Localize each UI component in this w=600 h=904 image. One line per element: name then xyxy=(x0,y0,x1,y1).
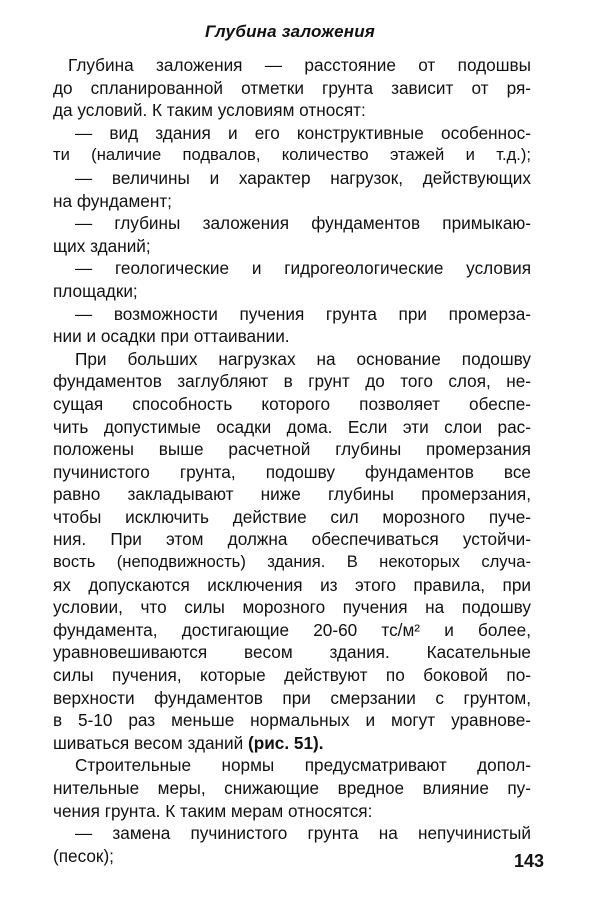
text-line: до спланированной отметки грунта зависит от ря- xyxy=(53,77,531,98)
text-fragment: шиваться весом зданий xyxy=(53,732,244,753)
text-line: ях допускаются исключения из этого правила, при xyxy=(53,574,531,595)
text-line: в 5-10 раз меньше нормальных и могут уравнове- xyxy=(53,710,531,731)
text-line: чить допустимые осадки дома. Если эти слои рас- xyxy=(53,416,531,437)
text-line: нительные меры, снижающие вредное влияние пу- xyxy=(53,778,531,798)
text-line: на фундамент; xyxy=(53,190,172,211)
text-line-with-figure-ref xyxy=(53,732,531,755)
text-line: (песок); xyxy=(53,845,114,866)
text-line: условии, что силы морозного пучения на подошву xyxy=(53,597,531,618)
figure-reference[interactable]: (рис. 51). xyxy=(248,732,324,753)
body-text xyxy=(53,54,531,867)
text-line: уравновешиваются весом здания. Касательные xyxy=(53,642,531,663)
text-line: — вид здания и его конструктивные особеннос- xyxy=(75,122,531,143)
text-line: положены выше расчетной глубины промерзания xyxy=(53,439,531,460)
text-line: — замена пучинистого грунта на непучинистый xyxy=(75,823,531,844)
text-line: нии и осадки при оттаивании. xyxy=(53,326,290,347)
page-number: 143 xyxy=(514,851,545,871)
text-line: площадки; xyxy=(53,280,138,301)
text-line: фундамента, достигающие 20-60 тс/м² и более, xyxy=(53,619,531,640)
text-line: Строительные нормы предусматривают допол- xyxy=(75,755,531,776)
text-line: ния. При этом должна обеспечиваться устойчи- xyxy=(53,529,531,550)
section-heading: Глубина заложения xyxy=(204,22,376,41)
text-line: силы пучения, которые действуют по боковой по- xyxy=(53,665,531,686)
text-line: равно закладывают ниже глубины промерзания, xyxy=(53,484,531,505)
text-line: Глубина заложения — расстояние от подошвы xyxy=(68,55,531,75)
text-line: чтобы исключить действие сил морозного пуче- xyxy=(53,506,531,527)
text-line: ти (наличие подвалов, количество этажей и т.д.); xyxy=(53,145,531,165)
text-line: да условий. К таким условиям относят: xyxy=(53,100,366,121)
text-line: пучинистого грунта, подошву фундаментов все xyxy=(53,461,531,482)
text-line: — величины и характер нагрузок, действующих xyxy=(75,167,531,188)
text-line: щих зданий; xyxy=(53,235,151,256)
text-line: — глубины заложения фундаментов примыкаю- xyxy=(75,213,531,234)
text-line: — возможности пучения грунта при промерза- xyxy=(75,303,531,324)
text-line: фундаментов заглубляют в грунт до того слоя, не- xyxy=(53,371,531,392)
text-line: сущая способность которого позволяет обеспе- xyxy=(53,393,531,414)
text-line: — геологические и гидрогеологические условия xyxy=(75,258,531,279)
text-line: При больших нагрузках на основание подошву xyxy=(75,348,531,369)
text-line: вость (неподвижность) здания. В некоторых случа- xyxy=(53,552,531,572)
text-line: верхности фундаментов при смерзании с грунтом, xyxy=(53,687,531,708)
text-line: чения грунта. К таким мерам относятся: xyxy=(53,800,373,821)
